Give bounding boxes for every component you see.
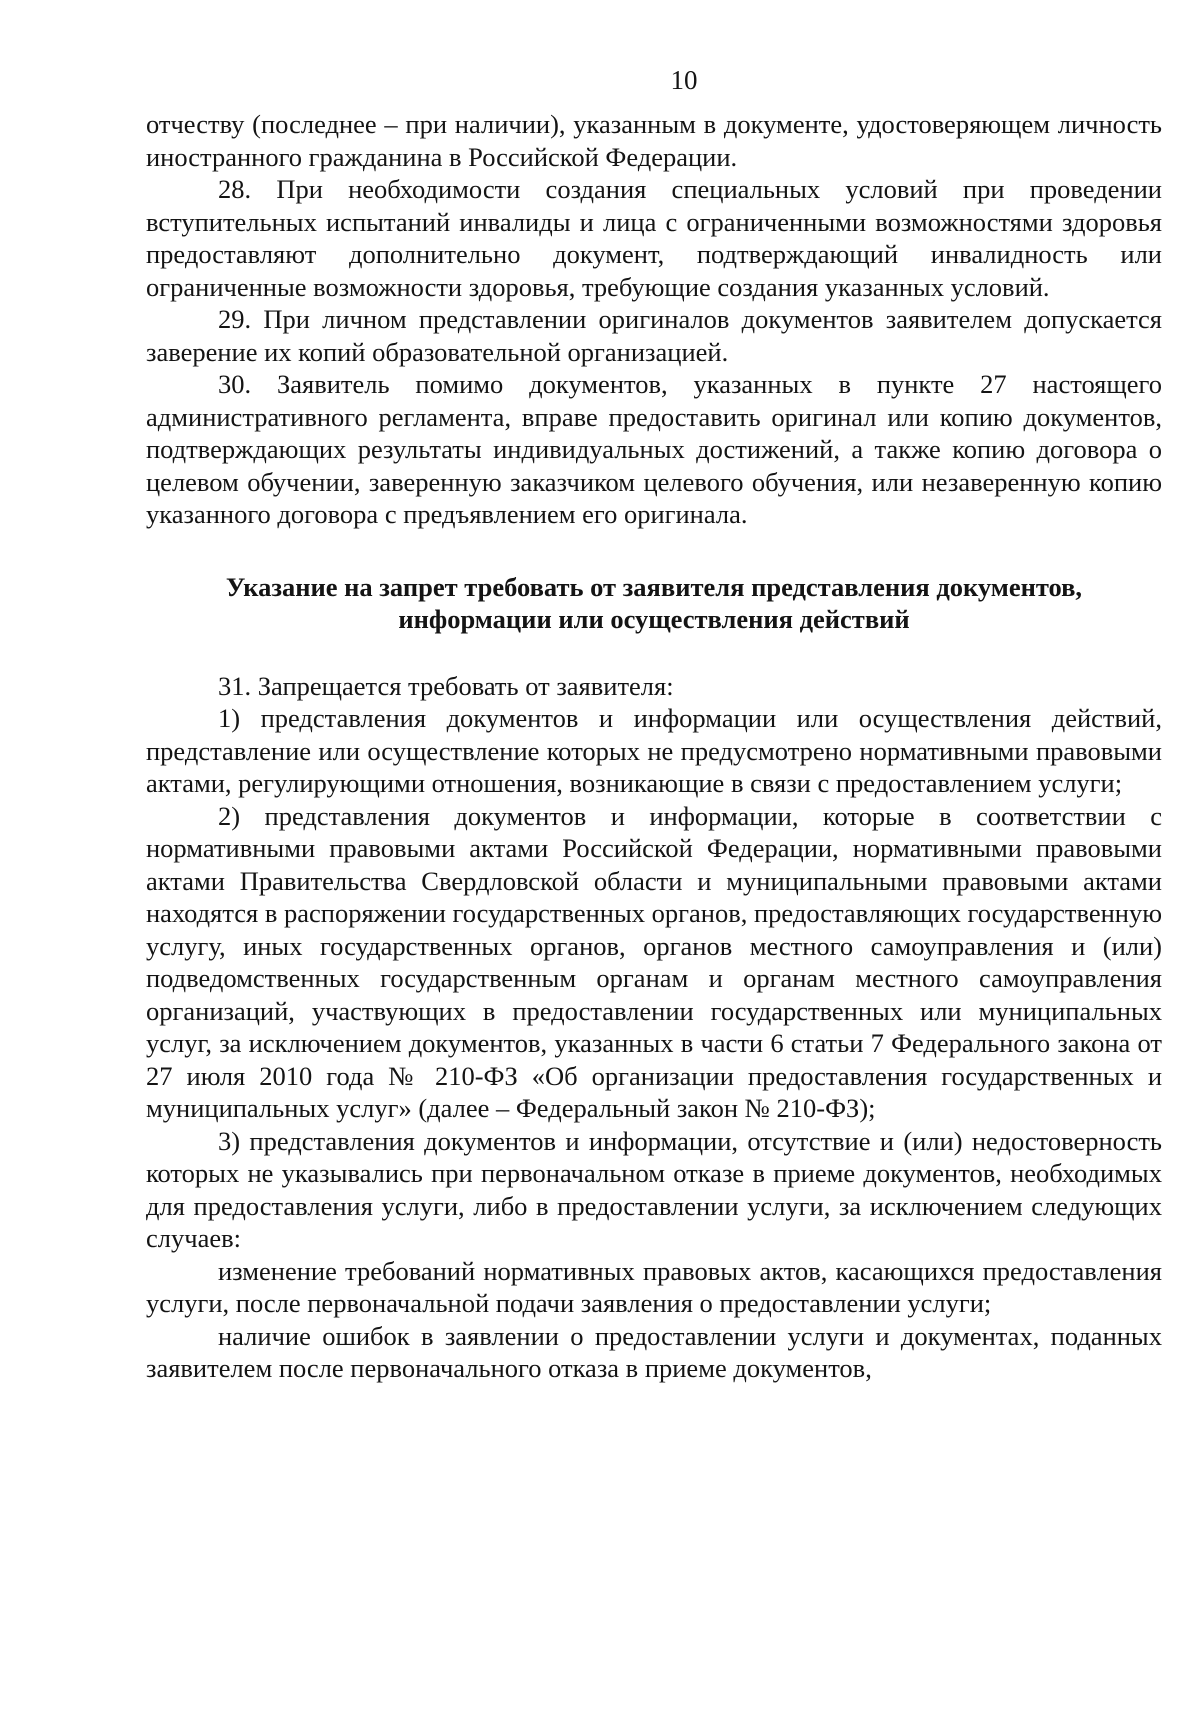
page-number: 10	[670, 65, 698, 95]
section-heading-line-1: Указание на запрет требовать от заявителя представления документов,	[225, 571, 1083, 602]
exception-case-2: наличие ошибок в заявлении о предоставлении услуги и документах, поданных заявителем после первоначального отказа в приеме документов,	[146, 1320, 1162, 1383]
paragraph-item-30: 30. Заявитель помимо документов, указанных в пункте 27 настоящего административного регламента, вправе предоставить оригинал или копию документов, подтверждающих результаты индивидуальных достижений, а также копию договора о целевом обучении, заверенную заказчиком целевого обучения, или незаверенную копию указанного договора с предъявлением его оригинала.	[146, 369, 1162, 529]
document-page	[146, 60, 1162, 1385]
section-heading-line-2: информации или осуществления действий	[398, 604, 910, 634]
list-item-1: 1) представления документов и информации или осуществления действий, представление или осуществление которых не предусмотрено нормативными правовыми актами, регулирующими отношения, возникающие в связи с предоставлением услуги;	[146, 703, 1162, 798]
section-heading	[146, 571, 1162, 636]
exception-case-1: изменение требований нормативных правовых актов, касающихся предоставления услуги, после первоначальной подачи заявления о предоставлении услуги;	[146, 1255, 1162, 1318]
paragraph-item-31: 31. Запрещается требовать от заявителя:	[218, 670, 674, 701]
list-item-2: 2) представления документов и информации, которые в соответствии с нормативными правовыми актами Российской Федерации, нормативными правовыми актами Правительства Свердловской области и муниципальными правовыми актами находятся в распоряжении государственных органов, предоставляющих государственную услугу, иных государственных органов, органов местного самоуправления и (или) подведомственных государственным органам и органам местного самоуправления организаций, участвующих в предоставлении государственных или муниципальных услуг, за исключением документов, указанных в части 6 статьи 7 Федерального закона от 27 июля 2010 года № 210-ФЗ «Об организации предоставления государственных и муниципальных услуг» (далее – Федеральный закон № 210-ФЗ);	[146, 800, 1162, 1123]
paragraph-item-28: 28. При необходимости создания специальных условий при проведении вступительных испытаний инвалиды и лица с ограниченными возможностями здоровья предоставляют дополнительно документ, подтверждающий инвалидность или ограниченные возможности здоровья, требующие создания указанных условий.	[146, 174, 1162, 302]
list-item-3: 3) представления документов и информации, отсутствие и (или) недостоверность которых не указывались при первоначальном отказе в приеме документов, необходимых для предоставления услуги, либо в предоставлении услуги, за исключением следующих случаев:	[146, 1125, 1162, 1253]
paragraph-item-29: 29. При личном представлении оригиналов документов заявителем допускается заверение их копий образовательной организацией.	[146, 304, 1162, 367]
paragraph-continuation: отчеству (последнее – при наличии), указанным в документе, удостоверяющем личность иностранного гражданина в Российской Федерации.	[146, 109, 1162, 172]
